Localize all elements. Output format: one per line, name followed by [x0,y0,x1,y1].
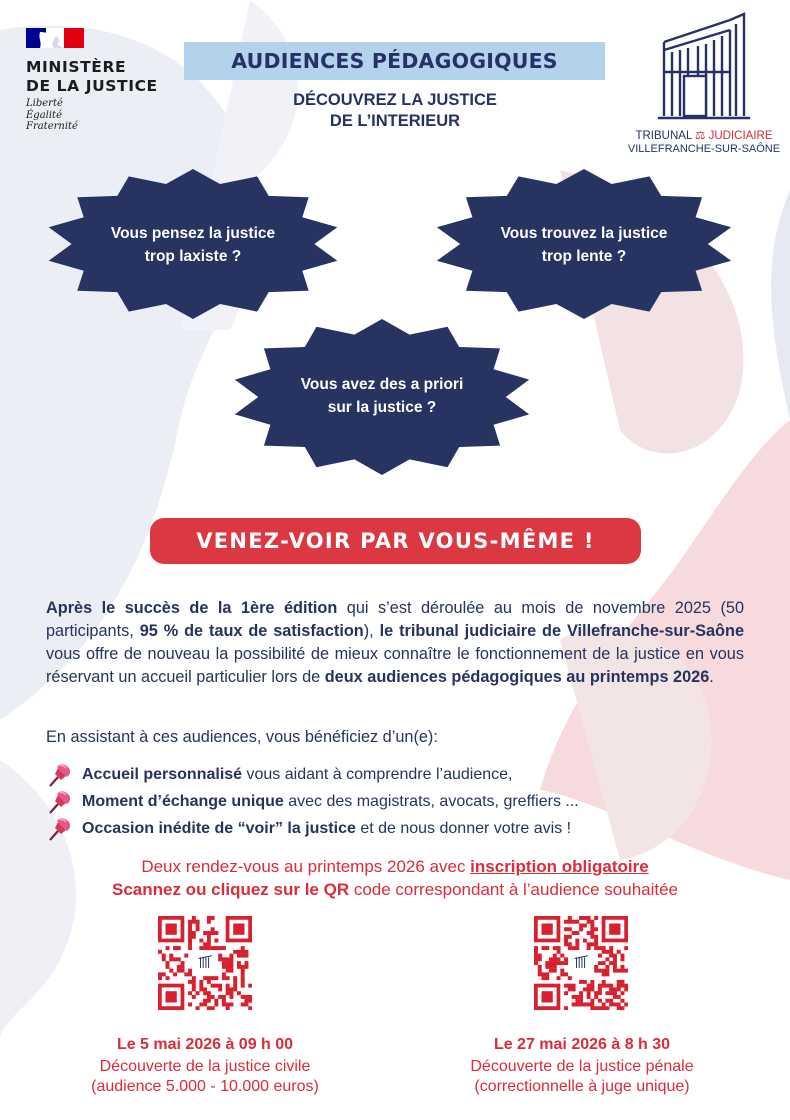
motto-egalite: Égalité [26,109,62,121]
scales-of-justice-icon: ⚖ [695,130,706,142]
pushpin-icon [46,762,72,788]
bubble3-line1: Vous avez des a priori [300,376,464,393]
ministry-name-line1: MINISTÈRE [26,58,127,76]
session-penal-description: Découverte de la justice pénale (correctionnelle à juge unique) [470,1058,694,1095]
banner-text: VENEZ-VOIR PAR VOUS-MÊME ! [196,529,595,553]
qr-code-civil-icon[interactable] [158,916,252,1010]
pushpin-icon [46,816,72,842]
scan-instruction: Scannez ou cliquez sur le QR code correspondant à l’audience souhaitée [111,880,679,899]
bubble2-line2: trop lente ? [541,248,627,265]
page-subtitle [200,90,590,132]
ministry-name-line2: DE LA JUSTICE [26,77,158,95]
motto-liberte: Liberté [26,98,63,109]
benefit-item: Accueil personnalisé vous aidant à comprendre l’audience, [46,764,746,790]
benefits-intro: En assistant à ces audiences, vous bénéficiez d’un(e): [46,728,438,746]
question-bubble-lente [432,168,736,320]
registration-notice: Deux rendez-vous au printemps 2026 avec inscription obligatoire [141,857,649,876]
session-civil-description: Découverte de la justice civile (audience 5.000 - 10.000 euros) [91,1058,319,1095]
page-title: AUDIENCES PÉDAGOGIQUES [231,49,558,73]
question-bubble-laxiste [44,168,342,320]
bubble2-line1: Vous trouvez la justice [500,225,668,242]
courthouse-icon [658,12,750,122]
benefit-item: Moment d’échange unique avec des magistrats, avocats, greffiers ... [46,791,746,817]
marianne-flag-icon [26,28,84,48]
question-bubble-a-priori [230,318,534,476]
pushpin-icon [46,789,72,815]
call-to-action-banner [150,518,641,564]
subtitle-line2: DE L’INTERIEUR [329,112,461,130]
benefit-item: Occasion inédite de “voir” la justice et de nous donner votre avis ! [46,818,746,844]
bubble3-line2: sur la justice ? [327,399,437,416]
title-box [184,42,605,80]
intro-paragraph: Après le succès de la 1ère édition qui s’est déroulée au mois de novembre 2025 (50 participants, 95 % de taux de satisfaction), le tribunal judiciaire de Villefranche-sur-Saône vous offre de nouveau la possibilité de mieux connaître le fonctionnement de la justice en vous réservant un accueil particulier lors de deux audiences pédagogiques au printemps 2026. [46,599,745,686]
bubble1-line1: Vous pensez la justice [110,225,276,242]
session-penal-date: Le 27 mai 2026 à 8 h 30 [493,1036,671,1053]
session-civil-date: Le 5 mai 2026 à 09 h 00 [116,1036,294,1053]
qr-code-penal-icon[interactable] [534,916,628,1010]
ministry-logo [26,28,186,133]
registration-link[interactable]: inscription obligatoire [470,857,649,876]
motto-fraternite: Fraternité [26,121,78,132]
bubble1-line2: trop laxiste ? [144,248,242,265]
tribunal-logo [624,12,784,162]
court-name: TRIBUNAL ⚖ JUDICIAIRE [635,130,773,142]
court-city: VILLEFRANCHE-SUR-SAÔNE [627,143,781,155]
subtitle-line1: DÉCOUVREZ LA JUSTICE [293,91,497,109]
